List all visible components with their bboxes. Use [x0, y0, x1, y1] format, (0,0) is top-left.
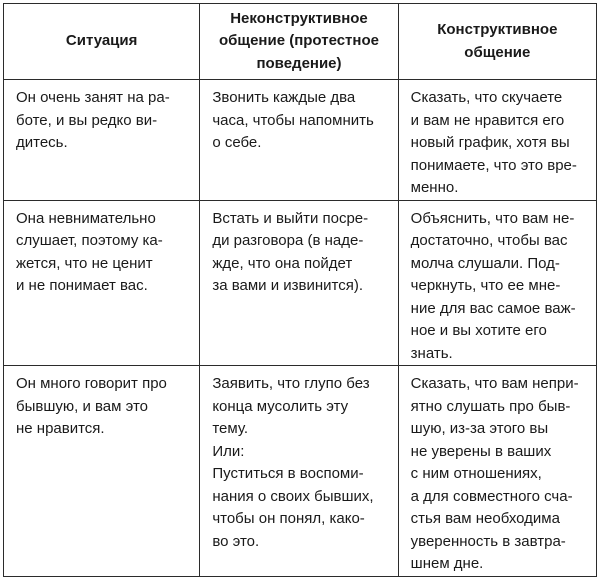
cell-text: Заявить, что глупо без конца мусолить эту тему. Или: Пуститься в воспоми- нания о своих бывших, чтобы он понял, како- во это.	[212, 375, 374, 550]
cell-text: Она невнимательно слушает, поэтому ка- жется, что не ценит и не понимает вас.	[16, 209, 163, 294]
cell-situation	[4, 200, 200, 366]
header-constructive	[398, 4, 596, 80]
header-nonconstructive	[200, 4, 398, 80]
header-situation	[4, 4, 200, 80]
header-situation-text: Ситуация	[65, 32, 138, 50]
cell-situation	[4, 366, 200, 577]
header-nonconstructive-text: Неконструктивное общение (протестное поведение)	[219, 9, 379, 72]
cell-nonconstructive	[200, 200, 398, 366]
cell-text: Звонить каждые два часа, чтобы напомнить о себе.	[212, 89, 374, 151]
cell-situation	[4, 80, 200, 201]
cell-text: Встать и выйти посре- ди разговора (в наде- жде, что она пойдет за вами и извинится).	[212, 209, 369, 294]
table-header-row	[4, 4, 597, 80]
cell-nonconstructive	[200, 80, 398, 201]
cell-nonconstructive	[200, 366, 398, 577]
header-constructive-text: Конструктивное общение	[437, 21, 558, 61]
cell-text: Сказать, что скучаете и вам не нравится его новый график, хотя вы понимаете, что это вре- менно.	[410, 89, 577, 196]
cell-text: Объяснить, что вам не- достаточно, чтобы вас молча слушали. Под- черкнуть, что ее мне- ние для вас самое важ- ное и вы хотите его знать.	[410, 209, 576, 362]
cell-text: Сказать, что вам непри- ятно слушать про быв- шую, из-за этого вы не уверены в ваших с ним отношениях, а для совместного сча- стья вам необходима уверенность в завтра- шнем дне.	[410, 375, 579, 572]
cell-constructive	[398, 80, 596, 201]
communication-comparison-table	[3, 3, 597, 577]
cell-constructive	[398, 366, 596, 577]
comparison-table-wrapper	[3, 3, 597, 572]
cell-text: Он много говорит про бывшую, и вам это не нравится.	[16, 375, 167, 437]
table-row	[4, 366, 597, 577]
cell-text: Он очень занят на ра- боте, и вы редко ви- дитесь.	[16, 89, 170, 151]
table-row	[4, 200, 597, 366]
cell-constructive	[398, 200, 596, 366]
table-row	[4, 80, 597, 201]
